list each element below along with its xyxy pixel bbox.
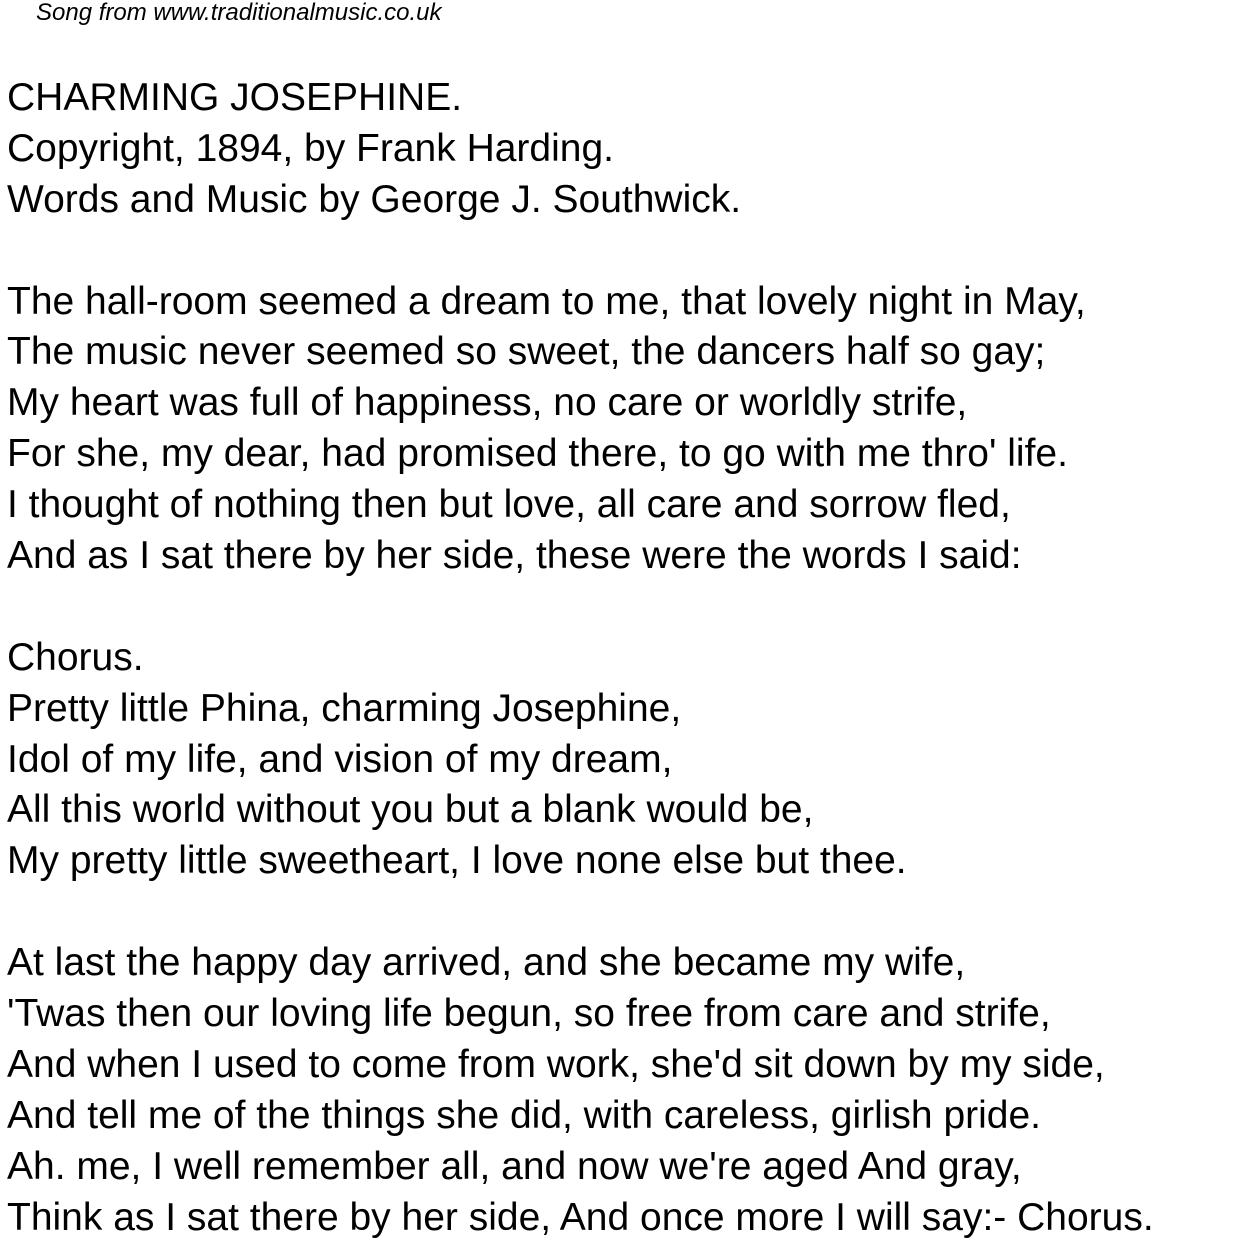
copyright-line: Copyright, 1894, by Frank Harding.: [7, 126, 614, 170]
chorus-label: Chorus.: [7, 635, 144, 679]
verse2-line: And tell me of the things she did, with careless, girlish pride.: [7, 1093, 1042, 1137]
verse2-line: 'Twas then our loving life begun, so free from care and strife,: [7, 992, 1051, 1036]
verse1-line: I thought of nothing then but love, all care and sorrow fled,: [7, 483, 1011, 527]
verse2-line: Think as I sat there by her side, And once more I will say:- Chorus.: [7, 1195, 1154, 1239]
verse2-line: At last the happy day arrived, and she became my wife,: [7, 941, 966, 985]
source-attribution: Song from www.traditionalmusic.co.uk: [36, 0, 442, 26]
stanza-gap: [7, 582, 1248, 633]
verse1-line: The music never seemed so sweet, the dancers half so gay;: [7, 330, 1046, 374]
stanza-gap: [7, 887, 1248, 938]
chorus-line: Idol of my life, and vision of my dream,: [7, 737, 673, 781]
verse1-line: And as I sat there by her side, these were the words I said:: [7, 534, 1022, 578]
verse1-line: For she, my dear, had promised there, to go with me thro' life.: [7, 432, 1068, 476]
verse2-line: And when I used to come from work, she'd sit down by my side,: [7, 1042, 1105, 1086]
song-lyrics: [7, 73, 1248, 1243]
song-title: CHARMING JOSEPHINE.: [7, 76, 463, 119]
verse1-line: My heart was full of happiness, no care or worldly strife,: [7, 381, 968, 425]
verse2-line: Ah. me, I well remember all, and now we're aged And gray,: [7, 1144, 1022, 1188]
verse1-line: The hall-room seemed a dream to me, that lovely night in May,: [7, 279, 1086, 323]
chorus-line: My pretty little sweetheart, I love none else but thee.: [7, 839, 907, 883]
credits-line: Words and Music by George J. Southwick.: [7, 177, 742, 221]
chorus-line: All this world without you but a blank would be,: [7, 788, 814, 832]
stanza-gap: [7, 226, 1248, 277]
chorus-line: Pretty little Phina, charming Josephine,: [7, 686, 682, 730]
